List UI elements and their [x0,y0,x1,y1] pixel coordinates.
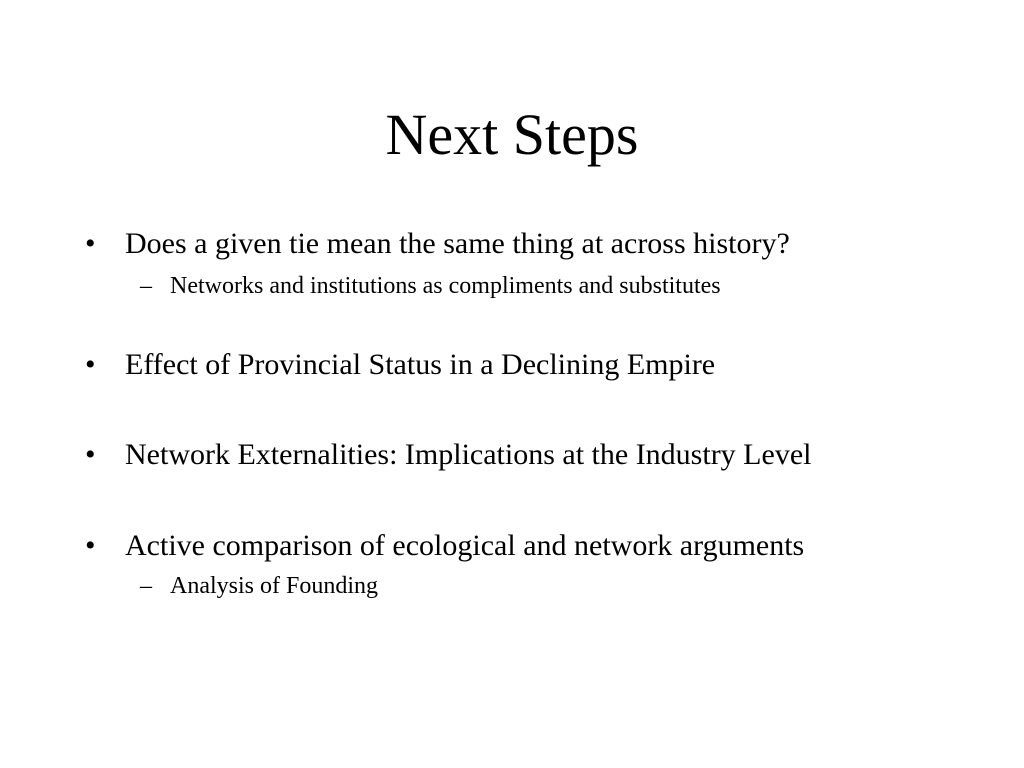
bullet-text: Active comparison of ecological and network arguments [125,529,805,562]
slide-title: Next Steps [385,102,639,167]
bullet-marker: • [85,227,96,260]
bullet-marker: • [85,438,96,471]
bullet-text: Network Externalities: Implications at the Industry Level [125,438,812,471]
sub-bullet-marker: – [140,573,152,599]
sub-bullet-text: Analysis of Founding [170,573,379,599]
sub-bullet-marker: – [140,273,152,299]
bullet-marker: • [85,348,96,381]
bullet-marker: • [85,529,96,562]
sub-bullet-text: Networks and institutions as compliments and substitutes [170,273,721,299]
bullet-text: Effect of Provincial Status in a Declining Empire [125,348,716,381]
bullet-text: Does a given tie mean the same thing at across history? [125,227,790,260]
